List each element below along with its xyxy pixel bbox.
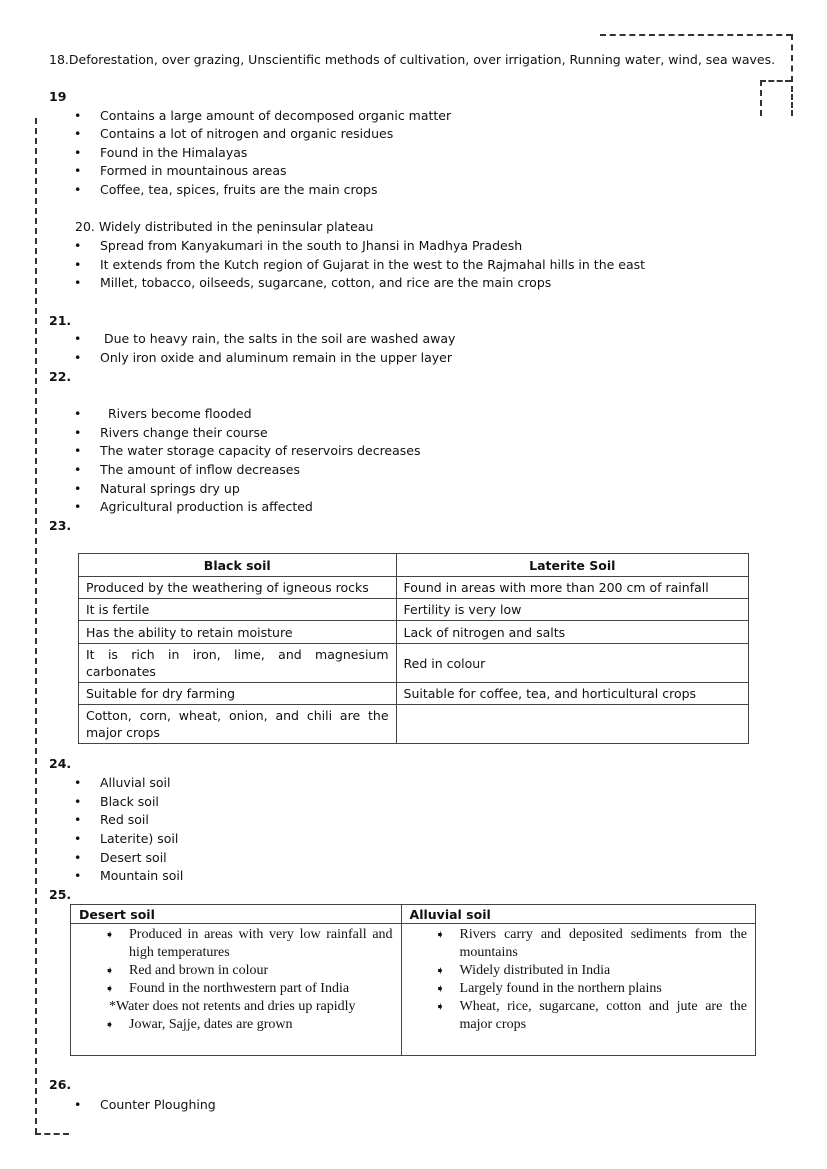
list-item: ➧ Red and brown in colour [101,962,393,980]
table-cell: Red in colour [396,644,748,683]
answer-20-heading: 20. Widely distributed in the peninsular plateau [75,219,374,234]
list-item: ➧ Wheat, rice, sugarcane, cotton and jute are the major crops [432,998,747,1034]
table-cell: Suitable for coffee, tea, and horticultural crops [396,683,748,705]
list-item: • Desert soil [100,850,167,865]
frame-top-dash [600,34,792,36]
list-item: • Millet, tobacco, oilseeds, sugarcane, cotton, and rice are the main crops [100,275,551,290]
frame-right-dash-inner [760,80,762,116]
answer-23-number: 23. [49,518,72,533]
table-cell: It is fertile [79,599,397,621]
list-item: ➧ Widely distributed in India [432,962,747,980]
list-item: • Contains a large amount of decomposed organic matter [100,108,451,123]
list-item: • Found in the Himalayas [100,145,247,160]
answer-18: 18.Deforestation, over grazing, Unscientific methods of cultivation, over irrigation, Running water, wind, sea waves. [49,52,776,67]
list-item: • Formed in mountainous areas [100,163,287,178]
list-item: *Water does not retents and dries up rapidly [109,999,356,1014]
answer-21-number: 21. [49,313,72,328]
list-item: • Spread from Kanyakumari in the south to Jhansi in Madhya Pradesh [100,238,522,253]
table-cell: Suitable for dry farming [79,683,397,705]
list-item: • Mountain soil [100,868,183,883]
table-row [79,644,749,683]
table-row [79,705,749,744]
table-cell: Fertility is very low [396,599,748,621]
list-item: • The amount of inflow decreases [100,462,300,477]
list-item: • Only iron oxide and aluminum remain in the upper layer [100,350,452,365]
list-item: • It extends from the Kutch region of Gujarat in the west to the Rajmahal hills in the east [100,257,645,272]
table-header: Black soil [79,554,397,577]
frame-mid-dash [760,80,791,82]
answer-19-number: 19 [49,89,67,104]
frame-bottom-dash [35,1133,69,1135]
list-item: • Rivers change their course [100,425,268,440]
list-item: • Due to heavy rain, the salts in the soil are washed away [100,331,455,346]
desert-soil-cell [71,924,402,1056]
list-item: ➧ Rivers carry and deposited sediments from the mountains [432,926,747,962]
list-item: • Counter Ploughing [100,1097,216,1112]
table-header: Laterite Soil [396,554,748,577]
table-row [71,924,756,1056]
list-item: ➧ Largely found in the northern plains [432,980,747,998]
list-item: ➧ Jowar, Sajje, dates are grown [101,1016,393,1034]
list-item: ➧ Found in the northwestern part of India [101,980,393,998]
answer-26-number: 26. [49,1077,72,1092]
desert-vs-alluvial-table [70,904,756,1056]
table-cell: Produced by the weathering of igneous rocks [79,577,397,599]
list-item: • Red soil [100,812,149,827]
table-cell: Has the ability to retain moisture [79,621,397,644]
list-item: • Coffee, tea, spices, fruits are the main crops [100,182,378,197]
table-row [79,599,749,621]
table-header: Alluvial soil [401,905,755,924]
list-item: • Laterite) soil [100,831,178,846]
list-item: ➧ Produced in areas with very low rainfall and high temperatures [101,926,393,962]
table-row [79,621,749,644]
table-cell: It is rich in iron, lime, and magnesium carbonates [79,644,397,683]
table-row [79,683,749,705]
list-item: • Rivers become flooded [100,406,252,421]
list-item: • The water storage capacity of reservoirs decreases [100,443,421,458]
table-cell: Found in areas with more than 200 cm of rainfall [396,577,748,599]
answer-25-number: 25. [49,887,72,902]
frame-left-dash [35,118,37,1134]
list-item: • Black soil [100,794,159,809]
black-vs-laterite-table [78,553,749,744]
table-row [79,577,749,599]
answer-24-number: 24. [49,756,72,771]
list-item: • Agricultural production is affected [100,499,313,514]
frame-right-dash-top [791,34,793,82]
table-cell: Cotton, corn, wheat, onion, and chili are the major crops [79,705,397,744]
list-item: • Alluvial soil [100,775,171,790]
table-header: Desert soil [71,905,402,924]
list-item: • Natural springs dry up [100,481,240,496]
table-cell: Lack of nitrogen and salts [396,621,748,644]
table-cell [396,705,748,744]
alluvial-soil-cell [401,924,755,1056]
answer-22-number: 22. [49,369,72,384]
frame-right-dash-mid [791,86,793,116]
list-item: • Contains a lot of nitrogen and organic residues [100,126,393,141]
